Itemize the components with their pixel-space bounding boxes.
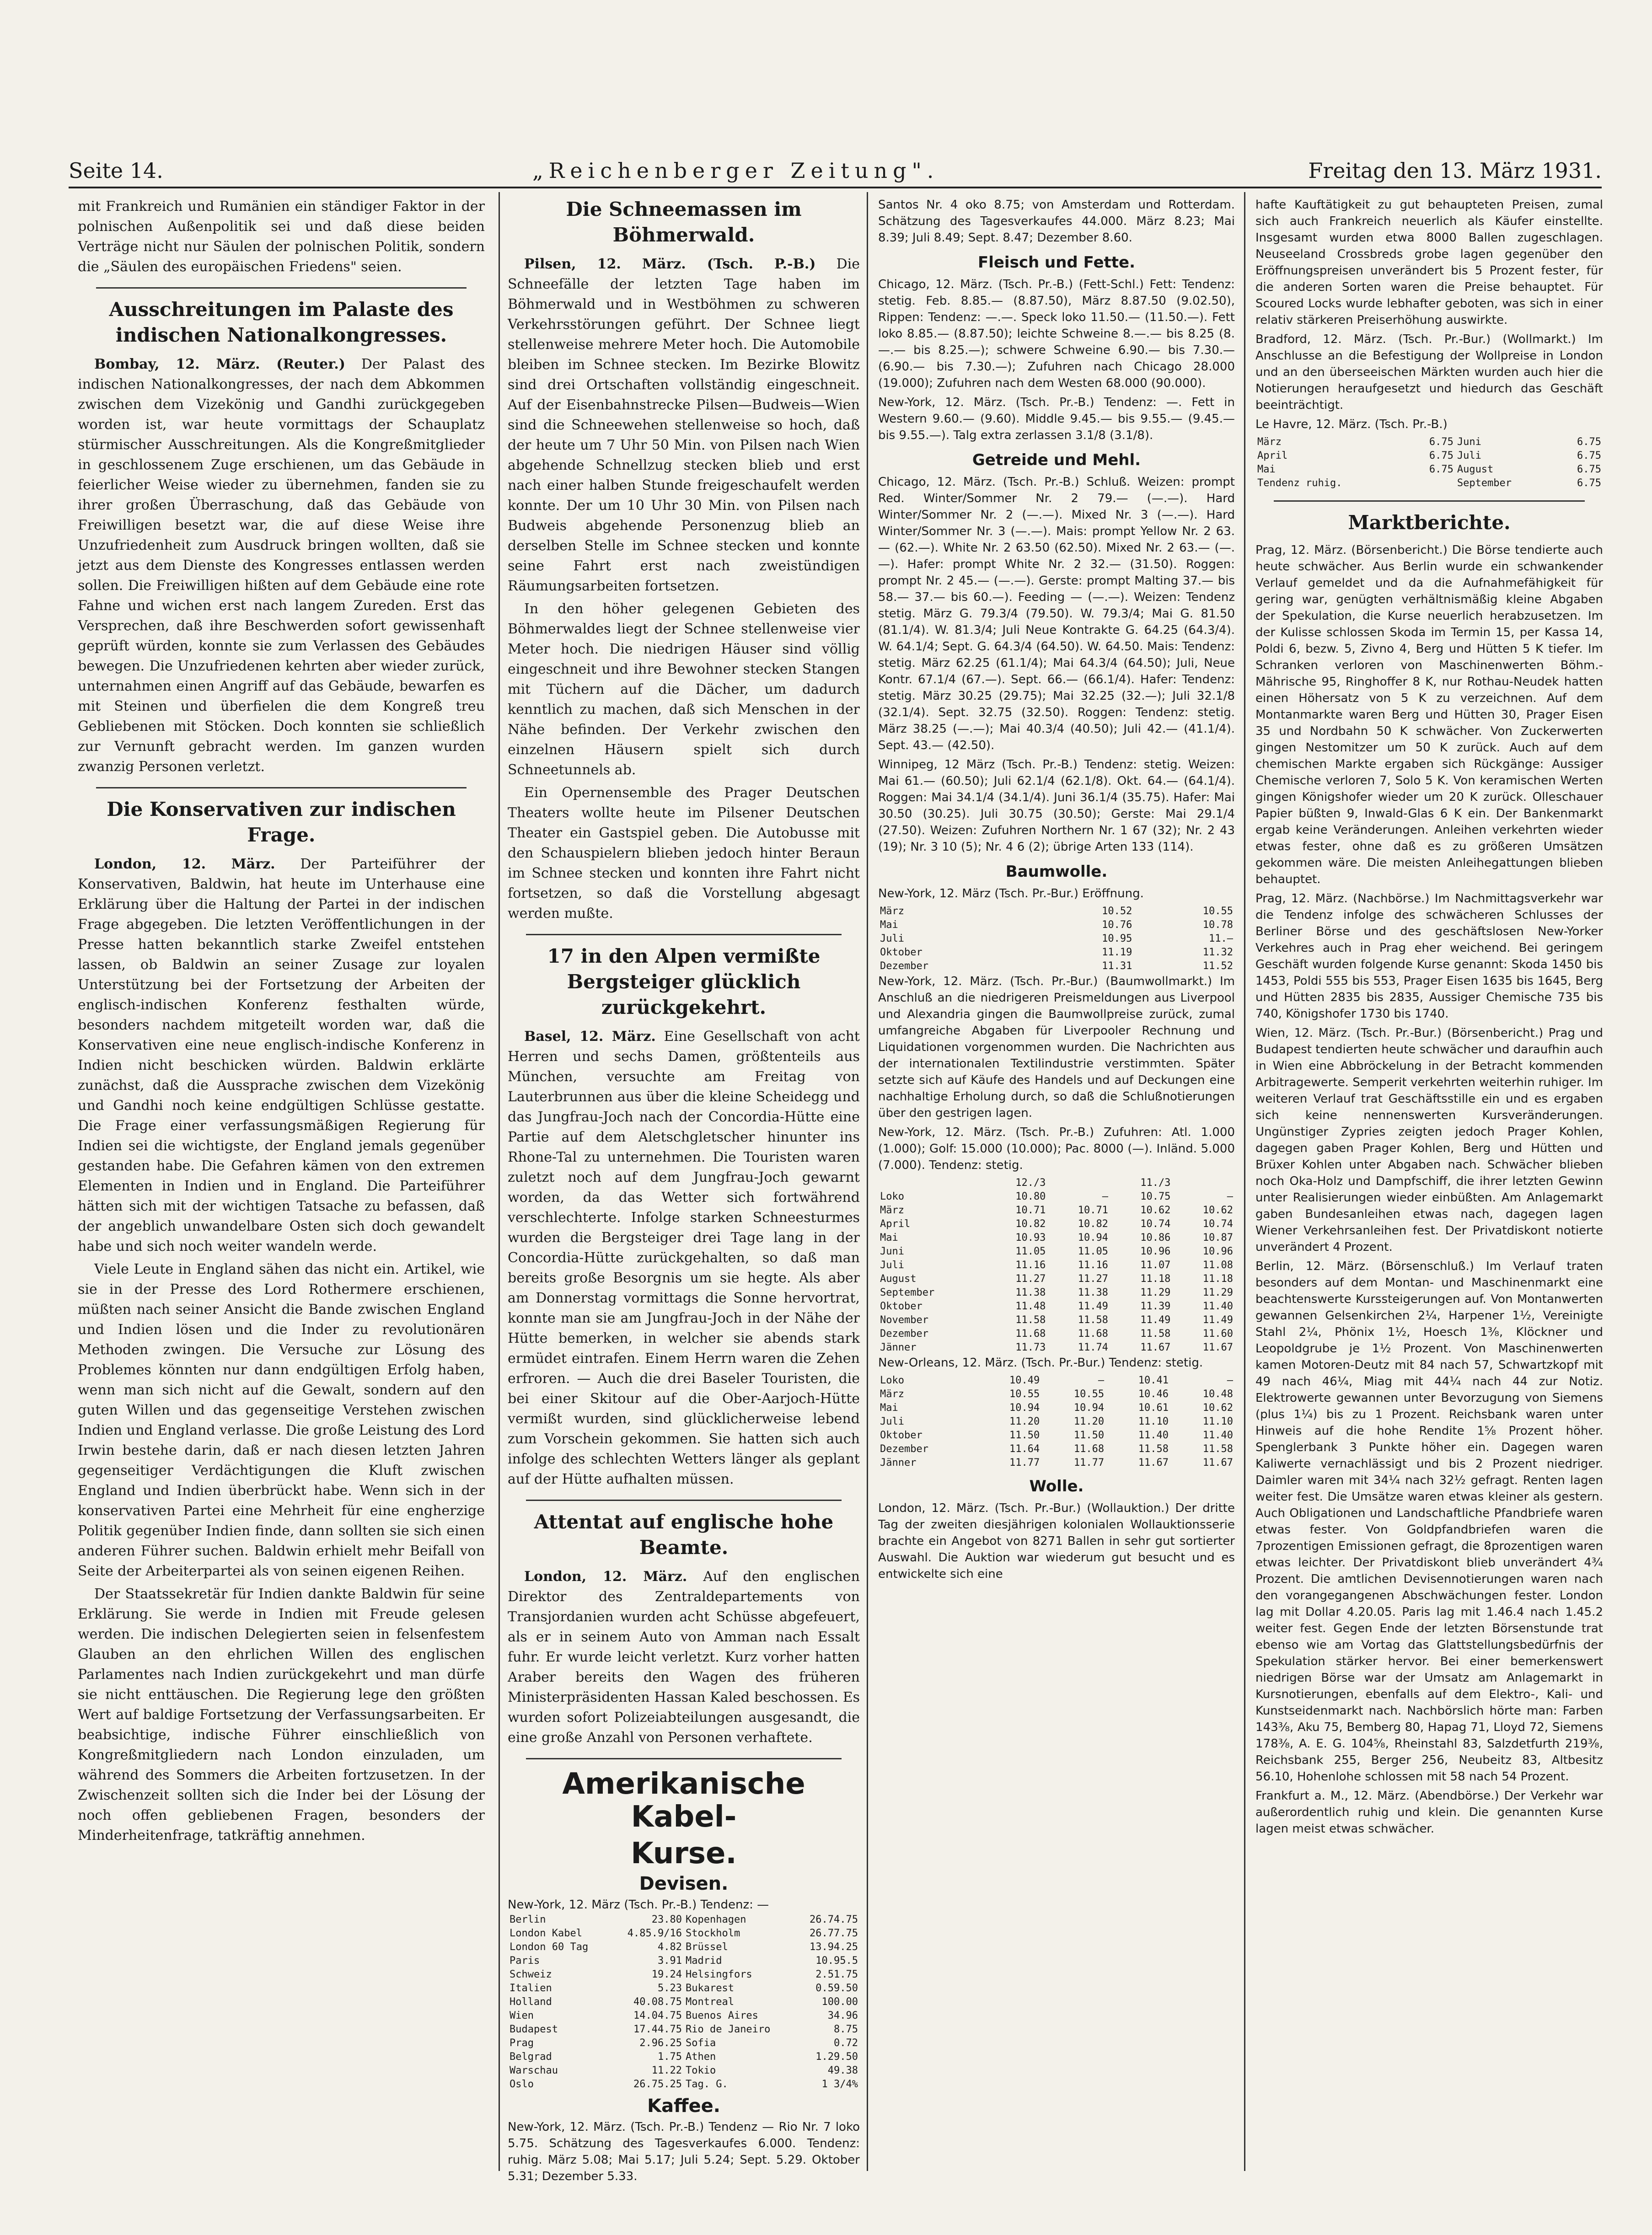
table-row xyxy=(1255,463,1603,477)
table-cell: 11.27 xyxy=(1078,1273,1108,1285)
market-text: Prag, 12. März. (Börsenbericht.) Die Börse tendierte auch heute schwächer. Aus Berlin wurde ein schwankender Verlauf gemeldet und da die Aufnahmefähigkeit für gering war, genügten verhältnismäßig kleine Abgaben der Spekulation, die Kurse neuerlich herabzusetzen. Im der Kulisse schlossen Skoda im Termin 15, per Kassa 14, Poldi 6, bezw. 5, Zivno 4, Berg und Hütten 5 K tiefer. Im Schranken verloren von Maschinenwerten Böhm.-Mährische 95, Ringhoffer 8 K, nur Rothau-Neudek hatten einen Höhersatz von 5 K zu verzeichnen. Auf dem Montanmarkte waren Berg und Hütten 30, Prager Eisen 35 und Nordbahn 50 K schwächer. Von Zuckerwerten gingen Nestomitzer um 50 K zurück. Auch auf dem chemischen Markte ergaben sich Rückgänge: Aussiger Chemische verloren 7, Solo 5 K. Von keramischen Werten gingen Königshofer wieder um 20 K zurück. Olleschauer Papier büßten 9, Inwald-Glas 6 K ein. Der Bankenmarkt ergab keine Veränderungen. Anleihen verkehrten wieder etwas fester, ohne daß es zu größeren Umsätzen gekommen wäre. Die meisten Anleihegattungen blieben behauptet. xyxy=(1255,543,1603,886)
table-cell: September xyxy=(880,1287,935,1298)
column-3 xyxy=(878,197,1235,2166)
column-2 xyxy=(508,197,860,2183)
table-cell: 10.71 xyxy=(1078,1205,1108,1216)
table-cell: 4.85.9/16 xyxy=(627,1928,682,1939)
table-cell: 11.50 xyxy=(1009,1430,1040,1441)
market-text: Le Havre, 12. März. (Tsch. Pr.-B.) xyxy=(1255,418,1448,431)
table-cell: Juli xyxy=(880,933,904,944)
column-1 xyxy=(78,197,485,2166)
section-getreide: Getreide und Mehl. xyxy=(972,451,1141,469)
table-cell: 10.94 xyxy=(1078,1232,1108,1243)
table-cell: — xyxy=(1227,1375,1233,1386)
table-cell: Loko xyxy=(880,1191,904,1202)
market-text: Prag, 12. März. (Nachbörse.) Im Nachmittagsverkehr war die Tendenz infolge des schwächeren Schlusses der Berliner Börse und des geschäftslosen New-Yorker Verkehres auch in Prag eher weichend. Bei geringem Geschäft wurden folgende Kurse genannt: Skoda 1450 bis 1453, Poldi 555 bis 553, Prager Eisen 1635 bis 1645, Berg und Hütten 2835 bis 2835, Aussiger Chemische 735 bis 740, Königshofer 1730 bis 1740. xyxy=(1255,892,1603,1021)
table-cell: 11.58 xyxy=(1140,1328,1171,1340)
table-row xyxy=(508,2009,860,2023)
market-text: New-York, 12. März. (Tsch. Pr.-B.) Zufuhren: Atl. 1.000 (1.000); Golf: 15.000 (10.000); Pac. 8000 (—). Inländ. 5.000 (7.000). Tendenz: stetig. xyxy=(878,1126,1235,1172)
table-row xyxy=(878,1300,1235,1313)
table-cell: 17.44.75 xyxy=(633,2024,682,2035)
market-text: Santos Nr. 4 oko 8.75; von Amsterdam und Rotterdam. Schätzung des Tagesverkaufes 44.000. März 8.23; Mai 8.39; Juli 8.49; Sept. 8.47; Dezember 8.60. xyxy=(878,198,1235,245)
table-cell: 10.87 xyxy=(1202,1232,1233,1243)
newspaper-title: „Reichenberger Zeitung". xyxy=(532,158,939,183)
table-cell: 11.16 xyxy=(1078,1260,1108,1271)
article-body: Der Palast des indischen Nationalkongresses, der nach dem Abkommen zwischen dem Vizekönig und Gandhi zurückgegeben worden ist, war heute vormittags der Schauplatz stürmischer Ausschreitungen. Als die Kongreßmitglieder in geschlossenem Zuge erschienen, um das Gebäude in feierlicher Weise wieder zu übernehmen, fanden sie zu ihrer großen Überraschung, daß das Gebäude von Freiwilligen besetzt war, die auf diese Weise ihre Unzufriedenheit zum Ausdruck bringen wollten, daß sie jetzt aus dem Dienste des Kongresses entlassen werden sollen. Die Freiwilligen hißten auf dem Gebäude eine rote Fahne und wichen erst nach langem Zureden. Erst das Versprechen, daß ihre Beschwerden sofort gewissenhaft geprüft würden, konnte sie zum Verlassen des Gebäudes bewegen. Die Unzufriedenen kehrten aber wieder zurück, unternahmen einen Angriff auf das Gebäude, bewarfen es mit Steinen und überfielen die dem Kongreß treu Gebliebenen mit Stöcken. Doch konnten sie schließlich zur Vernunft gebracht werden. Im ganzen wurden zwanzig Personen verletzt. xyxy=(78,356,485,775)
market-text: New-York, 12. März. (Tsch. Pr.-Bur.) (Baumwollmarkt.) Im Anschluß an die niedrigeren Preismeldungen aus Liverpool und Alexandria gingen die Baumwollpreise zurück, zumal umfangreiche Abgaben für Liverpooler Rechnung und Liquidationen vorgenommen wurden. Die Nachrichten aus der internationalen Textilindustrie verstimmten. Später setzte sich auf Käufe des Handels und auf Deckungen eine nachhaltige Erholung durch, so daß die Schlußnotierungen über den gestrigen lagen. xyxy=(878,975,1235,1120)
table-cell: 11.49 xyxy=(1140,1314,1171,1326)
table-cell: Tendenz ruhig. xyxy=(1257,477,1342,489)
table-cell: 10.52 xyxy=(1102,906,1132,917)
table-cell: 11.40 xyxy=(1202,1301,1233,1312)
table-cell: Juli xyxy=(1457,450,1481,461)
table-cell: 8.75 xyxy=(834,2024,858,2035)
table-cell: 11.18 xyxy=(1202,1273,1233,1285)
table-cell: Schweiz xyxy=(510,1969,552,1980)
table-cell: 10.94 xyxy=(1073,1402,1105,1414)
table-cell: März xyxy=(880,1388,904,1400)
table-row xyxy=(878,1190,1235,1204)
table-cell: April xyxy=(1257,450,1288,461)
table-cell: 11.31 xyxy=(1102,960,1132,972)
table-row xyxy=(508,2064,860,2078)
market-text: London, 12. März. (Tsch. Pr.-Bur.) (Wollauktion.) Der dritte Tag der zweiten diesjährigen kolonialen Wollauktionsserie brachte ein Angebot von 8271 Ballen in sehr gut sortierter Auswahl. Die Auktion war wiederum gut besucht und es entwickelte sich eine xyxy=(878,1501,1235,1581)
table-cell: 11.10 xyxy=(1138,1416,1169,1427)
table-cell: — xyxy=(1102,1191,1108,1202)
table-cell: Tag. G. xyxy=(685,2079,728,2090)
table-cell: 11.05 xyxy=(1015,1246,1046,1257)
table-cell: Warschau xyxy=(510,2065,558,2076)
table-cell: 10.55 xyxy=(1073,1388,1105,1400)
table-cell: 0.72 xyxy=(834,2037,858,2049)
table-cell: 4.82 xyxy=(658,1941,682,1953)
table-cell: 10.48 xyxy=(1202,1388,1233,1400)
table-cell: 10.74 xyxy=(1202,1218,1233,1230)
table-cell: Juni xyxy=(880,1246,904,1257)
table-row xyxy=(1255,477,1603,490)
page-header xyxy=(69,146,1602,183)
table-cell: 23.80 xyxy=(651,1914,682,1925)
table-row xyxy=(508,1954,860,1968)
section-baumwolle: Baumwolle. xyxy=(1005,863,1108,881)
table-cell: 11.67 xyxy=(1140,1342,1171,1353)
table-cell: 11.18 xyxy=(1140,1273,1171,1285)
headline-konservativen: Die Konservativen zur indischen Frage. xyxy=(107,798,456,846)
market-text: Bradford, 12. März. (Tsch. Pr.-Bur.) (Wollmarkt.) Im Anschlusse an die Befestigung der Wollpreise in London und an den überseeischen Märkten wurden auch hier die Notierungen heraufgesetzt und hiedurch das Geschäft beeinträchtigt. xyxy=(1255,332,1603,412)
headline-bergsteiger: 17 in den Alpen vermißte Bergsteiger glücklich zurückgekehrt. xyxy=(547,945,821,1018)
table-cell xyxy=(1047,1176,1110,1190)
table-row xyxy=(508,2050,860,2064)
table-cell: 11.49 xyxy=(1078,1301,1108,1312)
table-cell: 6.75 xyxy=(1577,477,1601,489)
table-row xyxy=(508,2023,860,2037)
table-cell: 10.96 xyxy=(1202,1246,1233,1257)
table-row xyxy=(508,2078,860,2091)
table-cell: 12./3 xyxy=(1015,1177,1046,1189)
table-cell: Jänner xyxy=(880,1457,917,1469)
headline-attentat: Attentat auf englische hohe Beamte. xyxy=(534,1511,834,1559)
table-cell: 11.08 xyxy=(1202,1260,1233,1271)
table-cell: 11.29 xyxy=(1140,1287,1171,1298)
table-cell: Madrid xyxy=(685,1955,722,1967)
article-body: Der Parteiführer der Konservativen, Baldwin, hat heute im Unterhause eine Erklärung über die Haltung der Partei in der indischen Frage abgegeben. Die letzten Veröffentlichungen in der Presse hatten bekanntlich starke Zweifel entstehen lassen, ob Baldwin an seiner Zusage zur loyalen Unterstützung bei der Fortsetzung der Arbeiten der englisch-indischen Konferenz festhalten würde, besonders nachdem mitgeteilt worden war, daß die Konservativen eine neue englisch-indische Konferenz in Indien nicht beschicken würden. Baldwin erklärte zunächst, daß die Aussprache zwischen dem Vizekönig und Gandhi noch keine endgültigen Schlüsse gestatte. Die Frage einer verfassungsmäßigen Regierung für Indien sei die wichtigste, der England jemals gegenüber gestanden habe. Die Gefahren kämen von den extremen Elementen in Indien und in England. Die Parteiführer hätten sich mit der wichtigen Tatsache zu befassen, daß der angeblich unwandelbare Osten sich doch gewandelt habe und sich noch weiter wandeln werde. xyxy=(78,856,485,1254)
table-cell: Helsingfors xyxy=(685,1969,752,1980)
market-text: Wien, 12. März. (Tsch. Pr.-Bur.) (Börsenbericht.) Prag und Budapest tendierten heute schwächer und daraufhin auch in Wien eine Abbröckelung in der Betracht kommenden Arbitragewerte. Semperit verkehrten weiterhin ruhiger. Im weiteren Verlauf trat Geschäftsstille ein und es ergaben sich keine nennenswerten Kursveränderungen. Ungünstiger Zypries zeigten jedoch Prager Kohlen, dagegen gaben Prager Kohlen, Berg und Hütten und Brüxer Kohlen unter Abgaben nach. Schwächer blieben noch Oka-Holz und Dampfschiff, die ihrer letzten Gewinn unter Realisierungen wieder einbüßten. Am Anlagemarkt gaben Bundesanleihen etwas nach, dagegen lagen Wiener Verkehrsanleihen fest. Der Privatdiskont notierte unverändert 4 Prozent. xyxy=(1255,1026,1603,1254)
market-text: New-York, 12. März (Tsch. Pr.-Bur.) Eröffnung. xyxy=(878,887,1144,900)
table-cell: 11.52 xyxy=(1202,960,1233,972)
table-cell: September xyxy=(1457,477,1512,489)
dateline: Basel, 12. März. xyxy=(524,1029,656,1045)
table-row xyxy=(878,1204,1235,1217)
article-body: In den höher gelegenen Gebieten des Böhmerwaldes liegt der Schnee stellenweise vier Meter hoch. Die niedrigen Häuser sind völlig eingeschneit und ihre Bewohner stecken Stangen mit Tüchern auf die Dächer, um dadurch kenntlich zu machen, daß sich Menschen in der Nähe befinden. Der Verkehr zwischen den einzelnen Häusern spielt sich durch Schneetunnels ab. xyxy=(508,601,860,778)
devisen-table xyxy=(508,1913,860,2091)
table-cell: 11.22 xyxy=(651,2065,682,2076)
table-cell: Dezember xyxy=(880,1328,928,1340)
table-cell: 11.07 xyxy=(1140,1260,1171,1271)
table-cell: November xyxy=(880,1314,928,1326)
table-row xyxy=(508,1913,860,1927)
market-text: Berlin, 12. März. (Börsenschluß.) Im Verlauf traten besonders auf dem Montan- und Maschinenmarkt eine beachtenswerte Kurssteigerungen auf. Von Montanwerten gewannen Gelsenkirchen 2¼, Harpener 1½, Vereinigte Stahl 2¼, Phönix 1½, Hoesch 1⅜, Klöckner und Leopoldgrube je 1½ Prozent. Von Maschinenwerten kamen Motoren-Deutz mit 84 nach 57, Schwartzkopf mit 49 nach 46¼, Miag mit 44¼ nach 44 zur Notiz. Elektrowerte gewannen unter Bevorzugung von Siemens (plus 1¼) bis zu 1 Prozent. Reichsbank waren unter Hinweis auf die hohe Rendite 1⅝ Prozent höher. Spenglerbank 3 Punkte höher ein. Dagegen waren Kaliwerte vernachlässigt und bis 2 Prozent niedriger. Daimler waren mit 34¼ nach 32½ gefragt. Renten lagen weiter fest. Die Umsätze waren etwas kleiner als gestern. Auch Obligationen und Landschaftliche Pfandbriefe waren etwas fester. Von Goldpfandbriefen waren die 7prozentigen Emissionen gefragt, die 8prozentigen waren etwas leichter. Der Privatdiskont blieb unverändert 4¾ Prozent. Die amtlichen Devisennotierungen waren nach den vorangegangenen Abschwächungen fester. London lag mit Dollar 4.20.05. Paris lag mit 1.46.4 nach 1.45.2 weiter fest. Gegen Ende der letzten Börsenstunde trat ebenso wie am Vortag das Glattstellungsbedürfnis der Spekulation stärker hervor. Bei einer bemerkenswert niedrigen Börse war der Umsatz am Anlagemarkt in Kursnotierungen, ebenfalls auf dem Elektro-, Kali- und Kunstseidenmarkt nach. Nachbörslich hörte man: Farben 143⅜, Aku 75, Bemberg 80, Hapag 71, Lloyd 72, Siemens 178⅜, A. E. G. 104⅝, Rheinstahl 83, Salzdetfurth 219⅜, Reichsbank 255, Berger 256, Neubeitz 83, Altbesitz 56.10, Hohenlohe schlossen mit 58 nach 54 Prozent. xyxy=(1255,1260,1603,1784)
table-cell: Mai xyxy=(880,1402,898,1414)
table-cell: 3.91 xyxy=(658,1955,682,1967)
table-cell: Oktober xyxy=(880,1301,923,1312)
table-cell: Juli xyxy=(880,1260,904,1271)
table-cell: 26.75.25 xyxy=(633,2079,682,2090)
kaffee-title: Kaffee. xyxy=(647,2096,720,2117)
table-cell: Paris xyxy=(510,1955,540,1967)
neworleans-table xyxy=(878,1374,1235,1470)
market-text: New-York, 12. März. (Tsch. Pr.-B.) Tendenz: —. Fett in Western 9.60.— (9.60). Middle 9.45.— bis 9.55.— (9.45.— bis 9.55.—). Talg extra zerlassen 3.1/8 (3.1/8). xyxy=(878,396,1235,442)
table-cell: Mai xyxy=(1257,464,1276,475)
table-cell: 11.64 xyxy=(1009,1443,1040,1455)
table-cell: 34.96 xyxy=(827,2010,858,2021)
table-cell: — xyxy=(1098,1375,1105,1386)
table-cell: 10.95 xyxy=(1102,933,1132,944)
page-number: Seite 14. xyxy=(69,158,163,183)
table-cell: 11.67 xyxy=(1138,1457,1169,1469)
column-4 xyxy=(1255,197,1603,2166)
table-cell: 10.61 xyxy=(1138,1402,1169,1414)
table-cell: 10.62 xyxy=(1202,1205,1233,1216)
table-cell: Holland xyxy=(510,1996,552,2008)
havre-table xyxy=(1255,435,1603,490)
table-row xyxy=(878,1259,1235,1272)
table-cell: 10.78 xyxy=(1202,919,1233,931)
table-cell: 6.75 xyxy=(1429,436,1454,448)
table-cell: Mai xyxy=(880,919,898,931)
table-cell: Berlin xyxy=(510,1914,546,1925)
table-cell: 11.67 xyxy=(1202,1457,1233,1469)
table-cell: Juni xyxy=(1457,436,1481,448)
section-wolle: Wolle. xyxy=(1029,1477,1084,1495)
column-rule-3 xyxy=(1244,192,1245,2171)
table-cell: 11.49 xyxy=(1202,1314,1233,1326)
section-fleisch: Fleisch und Fette. xyxy=(977,253,1135,272)
table-cell: Dezember xyxy=(880,960,928,972)
table-cell: 6.75 xyxy=(1577,436,1601,448)
table-cell: 1.75 xyxy=(658,2051,682,2063)
table-row xyxy=(878,959,1235,973)
table-row xyxy=(878,1456,1235,1470)
table-cell: 10.80 xyxy=(1015,1191,1046,1202)
article-separator xyxy=(96,287,467,289)
table-cell: 11.20 xyxy=(1009,1416,1040,1427)
headline-schneemassen: Die Schneemassen im Böhmerwald. xyxy=(566,198,802,246)
section-separator xyxy=(1274,500,1585,502)
table-cell: Stockholm xyxy=(685,1928,740,1939)
article-continuation: mit Frankreich und Rumänien ein ständiger Faktor in der polnischen Außenpolitik sei und daß diese beiden Verträge nicht nur Säulen der polnischen Politik, sondern die „Säulen des europäischen Friedens" seien. xyxy=(78,198,485,275)
table-cell: 11.— xyxy=(1209,933,1233,944)
table-cell: 10.96 xyxy=(1140,1246,1171,1257)
table-row xyxy=(878,1374,1235,1388)
table-cell: Kopenhagen xyxy=(685,1914,746,1925)
table-row xyxy=(878,1401,1235,1415)
article-body: Eine Gesellschaft von acht Herren und sechs Damen, größtenteils aus München, versuchte am Freitag von Lauterbrunnen aus über die kleine Scheidegg und das Jungfrau-Joch nach der Concordia-Hütte eine Partie auf dem Aletschgletscher hinunter ins Rhone-Tal zu unternehmen. Die Touristen waren zuletzt noch auf dem Jungfrau-Joch gewarnt worden, da das Wetter sich fortwährend verschlechterte. Infolge starken Schneesturmes wurden die Bergsteiger drei Tage lang in der Concordia-Hütte zurückgehalten, so daß man bereits große Besorgnis um sie hegte. Als aber am Donnerstag vormittags die Sonne hervortrat, konnte man sie am Jungfrau-Joch in der Nähe der Hütte bemerken, in welcher sie abends stark ermüdet eintrafen. Einem Herrn waren die Zehen erfroren. — Auch die drei Baseler Touristen, die bei einer Skitour auf die Ober-Aarjoch-Hütte vermißt wurden, sind glücklicherweise lebend zum Vorschein gekommen. Sie hatten sich auch infolge des schlechten Wetters länger als geplant auf der Hütte aufhalten müssen. xyxy=(508,1029,860,1487)
table-cell: 19.24 xyxy=(651,1969,682,1980)
table-cell: März xyxy=(1257,436,1282,448)
table-row xyxy=(508,1968,860,1982)
table-cell: 10.94 xyxy=(1009,1402,1040,1414)
table-row xyxy=(878,1341,1235,1355)
table-cell: Buenos Aires xyxy=(685,2010,758,2021)
table-cell: 10.55 xyxy=(1009,1388,1040,1400)
table-cell: 6.75 xyxy=(1429,464,1454,475)
article-separator xyxy=(96,787,467,788)
table-cell: August xyxy=(1457,464,1494,475)
table-cell: Tokio xyxy=(685,2065,716,2076)
table-cell: Italien xyxy=(510,1983,552,1994)
table-cell: 11.73 xyxy=(1015,1342,1046,1353)
table-cell: 11.68 xyxy=(1015,1328,1046,1340)
table-cell: Jänner xyxy=(880,1342,917,1353)
table-cell: Juli xyxy=(880,1416,904,1427)
table-cell: Athen xyxy=(685,2051,716,2063)
dateline: Bombay, 12. März. (Reuter.) xyxy=(94,356,345,372)
table-row xyxy=(878,918,1235,932)
table-cell: 11.38 xyxy=(1015,1287,1046,1298)
table-cell: 1.29.50 xyxy=(815,2051,858,2063)
table-cell: 10.76 xyxy=(1102,919,1132,931)
dateline: London, 12. März. xyxy=(524,1569,687,1585)
table-cell: Montreal xyxy=(685,1996,734,2008)
table-cell: 11.50 xyxy=(1073,1430,1105,1441)
table-cell: Mai xyxy=(880,1232,898,1243)
table-cell: Sofia xyxy=(685,2037,716,2049)
table-cell: Bukarest xyxy=(685,1983,734,1994)
table-cell: 10.46 xyxy=(1138,1388,1169,1400)
table-row xyxy=(878,1415,1235,1429)
baumwolle-table xyxy=(878,905,1235,973)
table-cell: 11.77 xyxy=(1009,1457,1040,1469)
market-text: Frankfurt a. M., 12. März. (Abendbörse.) Der Verkehr war außerordentlich ruhig und klein. Die genannten Kurse lagen meist etwas schwächer. xyxy=(1255,1789,1603,1836)
table-cell: 10.82 xyxy=(1078,1218,1108,1230)
table-cell: 11.10 xyxy=(1202,1416,1233,1427)
table-row xyxy=(508,1940,860,1954)
table-cell: 11.19 xyxy=(1102,947,1132,958)
table-cell: 11.39 xyxy=(1140,1301,1171,1312)
table-cell: Dezember xyxy=(880,1443,928,1455)
table-row xyxy=(1255,449,1603,463)
table-cell: 11.74 xyxy=(1078,1342,1108,1353)
header-rule xyxy=(69,187,1602,188)
table-cell: 49.38 xyxy=(827,2065,858,2076)
table-cell: 10.49 xyxy=(1009,1375,1040,1386)
table-row xyxy=(878,1217,1235,1231)
table-row xyxy=(508,2037,860,2050)
table-row xyxy=(878,905,1235,918)
section-marktberichte: Marktberichte. xyxy=(1348,511,1511,534)
dateline: Pilsen, 12. März. (Tsch. P.-B.) xyxy=(524,256,816,272)
table-row xyxy=(878,1313,1235,1327)
table-cell: 11.77 xyxy=(1073,1457,1105,1469)
table-cell: 11.48 xyxy=(1015,1301,1046,1312)
table-cell: 13.94.25 xyxy=(810,1941,858,1953)
table-cell: 11.58 xyxy=(1078,1314,1108,1326)
table-cell: August xyxy=(880,1273,917,1285)
table-row xyxy=(878,1245,1235,1259)
column-rule-1 xyxy=(499,192,500,2171)
table-cell: 10.95.5 xyxy=(815,1955,858,1967)
table-row xyxy=(508,1982,860,1995)
table-cell: 10.62 xyxy=(1202,1402,1233,1414)
table-cell: Loko xyxy=(880,1375,904,1386)
table-row xyxy=(878,1176,1235,1190)
table-cell: London Kabel xyxy=(510,1928,582,1939)
table-cell: Budapest xyxy=(510,2024,558,2035)
table-cell: 40.08.75 xyxy=(633,1996,682,2008)
table-cell: 2.96.25 xyxy=(639,2037,682,2049)
table-row xyxy=(878,1388,1235,1401)
table-row xyxy=(878,946,1235,959)
table-cell xyxy=(1407,477,1455,490)
table-cell: 11.38 xyxy=(1078,1287,1108,1298)
table-cell: 11.58 xyxy=(1202,1443,1233,1455)
devisen-title: Devisen. xyxy=(639,1873,729,1894)
table-cell: Wien xyxy=(510,2010,534,2021)
table-cell: 10.62 xyxy=(1140,1205,1171,1216)
market-text: Chicago, 12. März. (Tsch. Pr.-B.) (Fett-Schl.) Fett: Tendenz: stetig. Feb. 8.85.— (8.87.50), März 8.87.50 (9.02.50), Rippen: Tendenz: —.—. Speck loko 11.50.— (11.50.—). Fett loko 8.85.— (8.87.50); leichte Schweine 8.—.— bis 8.25 (8.—.— bis 8.25.—); schwere Schweine 6.90.— bis 7.30.— (6.90.— bis 7.30.—); Zufuhren nach Chicago 28.000 (19.000); Zufuhren nach dem Westen 68.000 (90.000). xyxy=(878,278,1235,390)
table-cell: März xyxy=(880,906,904,917)
table-cell: 10.82 xyxy=(1015,1218,1046,1230)
table-cell: März xyxy=(880,1205,904,1216)
table-cell: 11.40 xyxy=(1138,1430,1169,1441)
table-cell: 11.67 xyxy=(1202,1342,1233,1353)
table-cell: 11.60 xyxy=(1202,1328,1233,1340)
table-cell: — xyxy=(1227,1191,1233,1202)
table-cell: Belgrad xyxy=(510,2051,552,2063)
table-cell: London 60 Tag xyxy=(510,1941,589,1953)
market-text: hafte Kauftätigkeit zu gut behaupteten Preisen, zumal sich auch Frankreich neuerlich als Käufer einstellte. Insgesamt wurden etwa 8000 Ballen zugeschlagen. Neuseeland Crossbreds grobe lagen gegenüber den Eröffnungspreisen unverändert bis 5 Prozent fester, für die anderen Sorten waren die Preise behauptet. Für Scoured Locks wurde lebhafter geboten, was sich in einer relativ stärkeren Preiserhöhung auswirkte. xyxy=(1255,198,1603,327)
market-text: New-Orleans, 12. März. (Tsch. Pr.-Bur.) Tendenz: stetig. xyxy=(878,1356,1203,1370)
article-body: Der Staatssekretär für Indien dankte Baldwin für seine Erklärung. Sie werde in Indien mit Freude gelesen werden. Die indischen Delegierten seien in felsenfestem Glauben an den ehrlichen Willen des englischen Parlamentes nach Indien zurückgekehrt und man dürfe sie nicht enttäuschen. Die Regierung lege den größten Wert auf baldige Fortsetzung der Verfassungsarbeiten. Er beabsichtige, indische Führer einschließlich von Kongreßmitgliedern nach London einzuladen, um während des Sommers die Arbeiten fortzusetzen. In der Zwischenzeit sollten sich die Inder bei der Lösung der noch offen gebliebenen Fragen, besonders der Minderheitenfrage, tatkräftig annehmen. xyxy=(78,1586,485,1844)
table-cell: 11./3 xyxy=(1140,1177,1171,1189)
table-cell: Prag xyxy=(510,2037,534,2049)
article-separator xyxy=(526,1758,842,1759)
table-cell: 11.58 xyxy=(1138,1443,1169,1455)
table-cell: 1 3/4% xyxy=(821,2079,858,2090)
table-cell: 10.75 xyxy=(1140,1191,1171,1202)
newyork-table xyxy=(878,1176,1235,1355)
table-cell: 11.40 xyxy=(1202,1430,1233,1441)
article-body: Auf den englischen Direktor des Zentraldepartements von Transjordanien wurden acht Schüsse abgefeuert, als er in seinem Auto von Amman nach Essalt fuhr. Er wurde leicht verletzt. Kurz vorher hatten Araber bereits den Wagen des früheren Ministerpräsidenten Hassan Kaled beschossen. Es wurden sofort Polizeiabteilungen ausgesandt, die eine große Anzahl von Personen verhaftete. xyxy=(508,1569,860,1746)
table-cell: 6.75 xyxy=(1429,450,1454,461)
headline-ausschreitungen: Ausschreitungen im Palaste des indischen Nationalkongresses. xyxy=(109,298,454,346)
table-row xyxy=(878,1272,1235,1286)
table-cell: April xyxy=(880,1218,911,1230)
table-cell: 10.93 xyxy=(1015,1232,1046,1243)
table-cell: 11.32 xyxy=(1202,947,1233,958)
kabel-title-2: Kurse. xyxy=(631,1837,737,1871)
devisen-head: New-York, 12. März (Tsch. Pr.-B.) Tendenz: — xyxy=(508,1898,769,1912)
table-cell xyxy=(1172,1176,1235,1190)
table-cell: 11.20 xyxy=(1073,1416,1105,1427)
table-cell: Oktober xyxy=(880,947,923,958)
table-cell: 10.74 xyxy=(1140,1218,1171,1230)
table-cell: 11.05 xyxy=(1078,1246,1108,1257)
table-row xyxy=(508,1927,860,1940)
table-cell: 10.41 xyxy=(1138,1375,1169,1386)
table-cell: 100.00 xyxy=(821,1996,858,2008)
article-body: Die Schneefälle der letzten Tage haben im Böhmerwald und in Westböhmen zu schweren Verkehrsstörungen geführt. Der Schnee liegt stellenweise mehrere Meter hoch. Die Automobile bleiben im Schnee stecken. Im Bezirke Blowitz sind drei Ortschaften vollständig eingeschneit. Auf der Eisenbahnstrecke Pilsen—Budweis—Wien sind die Schneewehen stellenweise so hoch, daß der heute um 7 Uhr 50 Min. von Pilsen nach Wien abgehende Schnellzug stecken blieb und erst nach einer halben Stunde freigeschaufelt werden konnte. Der um 10 Uhr 30 Min. von Pilsen nach Budweis abgehende Personenzug blieb an derselben Stelle im Schnee stecken und konnte seine Fahrt erst nach zweistündigen Räumungsarbeiten fortsetzen. xyxy=(508,256,860,594)
market-text: Chicago, 12. März. (Tsch. Pr.-B.) Schluß. Weizen: prompt Red. Winter/Sommer Nr. 2 79.— (—.—). Hard Winter/Sommer Nr. 2 (—.—). Mixed Nr. 3 (—.—). Hard Winter/Sommer Nr. 3 (—.—). Mais: prompt Yellow Nr. 2 63.— (62.—). White Nr. 2 63.50 (62.50). Mixed Nr. 2 63.— (—.—). Hafer: prompt White Nr. 2 32.— (31.50). Roggen: prompt Nr. 2 45.— (—.—). Gerste: prompt Malting 37.— bis 58.— 37.— bis 60.—). Feeding — (—.—). Weizen: Tendenz stetig. März G. 79.3/4 (79.50). W. 79.3/4; Mai G. 81.50 (81.1/4). W. 81.3/4; Juli Neue Kontrakte G. 64.25 (64.3/4). W. 64.1/4; Sept. G. 64.3/4 (64.50). W. 64.50. Mais: Tendenz: stetig. März 62.25 (61.1/4); Mai 64.3/4 (64.50); Juli, Neue Kontr. 67.1/4 (67.—). Sept. 66.— (66.1/4). Hafer: Tendenz: stetig. März 30.25 (29.75); Mai 32.25 (32.—); Juli 32.1/8 (32.1/4). Sept. 32.75 (32.50). Roggen: Tendenz: stetig. März 38.25 (—.—); Mai 40.3/4 (40.50); Juli 42.— (41.1/4). Sept. 43.— (42.50). xyxy=(878,475,1235,752)
table-cell: Oslo xyxy=(510,2079,534,2090)
table-cell: 11.68 xyxy=(1078,1328,1108,1340)
table-cell: 11.27 xyxy=(1015,1273,1046,1285)
table-cell: 0.59.50 xyxy=(815,1983,858,1994)
table-cell: 2.51.75 xyxy=(815,1969,858,1980)
table-row xyxy=(878,1327,1235,1341)
kabel-title-1: Amerikanische Kabel- xyxy=(562,1767,805,1834)
table-cell: 11.58 xyxy=(1015,1314,1046,1326)
table-cell: 6.75 xyxy=(1577,450,1601,461)
table-cell: 10.86 xyxy=(1140,1232,1171,1243)
table-row xyxy=(878,1442,1235,1456)
article-separator xyxy=(526,1500,842,1501)
table-cell: Rio de Janeiro xyxy=(685,2024,771,2035)
dateline: London, 12. März. xyxy=(94,856,275,872)
table-cell: 10.71 xyxy=(1015,1205,1046,1216)
table-row xyxy=(878,1286,1235,1300)
table-cell: 6.75 xyxy=(1577,464,1601,475)
table-cell: 10.55 xyxy=(1202,906,1233,917)
table-cell: 14.04.75 xyxy=(633,2010,682,2021)
article-body: Viele Leute in England sähen das nicht ein. Artikel, wie sie in der Presse des Lord Rothermere erschienen, müßten nach seiner Ansicht die Bande zwischen England und Indien lösen und die Inder zu revolutionären Methoden zwingen. Die Versuche zur Lösung des Problemes könnten nur dann endgültigen Erfolg haben, wenn man sich nicht auf die Gewalt, sondern auf den guten Willen und das gegenseitige Verstehen zwischen Indien und England verlasse. Die große Leistung des Lord Irwin bestehe darin, daß er nach diesen letzten Jahren gegenseitiger Verdächtigungen die Kluft zwischen England und Indien überbrückt habe. Wenn sich in der konservativen Partei eine Mehrheit für eine engherzige Politik gegenüber Indien finde, dann sollten sie sich einen anderen Führer suchen. Baldwin erhielt mehr Beifall von Seite der Arbeiterpartei als von seinen eigenen Reihen. xyxy=(78,1261,485,1579)
table-cell: 26.77.75 xyxy=(810,1928,858,1939)
article-body: Ein Opernensemble des Prager Deutschen Theaters wollte heute im Pilsener Deutschen Theater ein Gastspiel geben. Die Autobusse mit den Schauspielern blieben jedoch hinter Beraun im Schnee stecken und konnten ihre Fahrt nicht fortsetzen, so daß die Vorstellung abgesagt werden mußte. xyxy=(508,785,860,922)
table-cell: 26.74.75 xyxy=(810,1914,858,1925)
column-rule-2 xyxy=(867,192,868,2171)
table-cell: 11.29 xyxy=(1202,1287,1233,1298)
table-row xyxy=(878,932,1235,946)
table-cell: 11.68 xyxy=(1073,1443,1105,1455)
table-row xyxy=(878,1429,1235,1442)
table-cell: 5.23 xyxy=(658,1983,682,1994)
table-row xyxy=(1255,435,1603,449)
table-cell: Brüssel xyxy=(685,1941,728,1953)
table-row xyxy=(878,1231,1235,1245)
issue-date: Freitag den 13. März 1931. xyxy=(1308,158,1602,183)
table-cell: 11.16 xyxy=(1015,1260,1046,1271)
article-separator xyxy=(526,934,842,935)
table-cell xyxy=(878,1176,985,1190)
kaffee-text: New-York, 12. März. (Tsch. Pr.-B.) Tendenz — Rio Nr. 7 loko 5.75. Schätzung des Tagesverkaufes 6.000. Tendenz: ruhig. März 5.08; Mai 5.17; Juli 5.24; Sept. 5.29. Oktober 5.31; Dezember 5.33. xyxy=(508,2120,860,2183)
table-row xyxy=(508,1995,860,2009)
table-cell: Oktober xyxy=(880,1430,923,1441)
market-text: Winnipeg, 12 März (Tsch. Pr.-B.) Tendenz: stetig. Weizen: Mai 61.— (60.50); Juli 62.1/4 (62.1/8). Okt. 64.— (64.1/4). Roggen: Mai 34.1/4 (34.1/4). Juni 36.1/4 (35.75). Hafer: Mai 30.50 (30.25). Juli 30.75 (30.50); Gerste: Mai 29.1/4 (27.50). Weizen: Zufuhren Northern Nr. 1 67 (32); Nr. 2 43 (19); Nr. 3 10 (5); Nr. 4 6 (2); übrige Arten 133 (114). xyxy=(878,758,1235,854)
